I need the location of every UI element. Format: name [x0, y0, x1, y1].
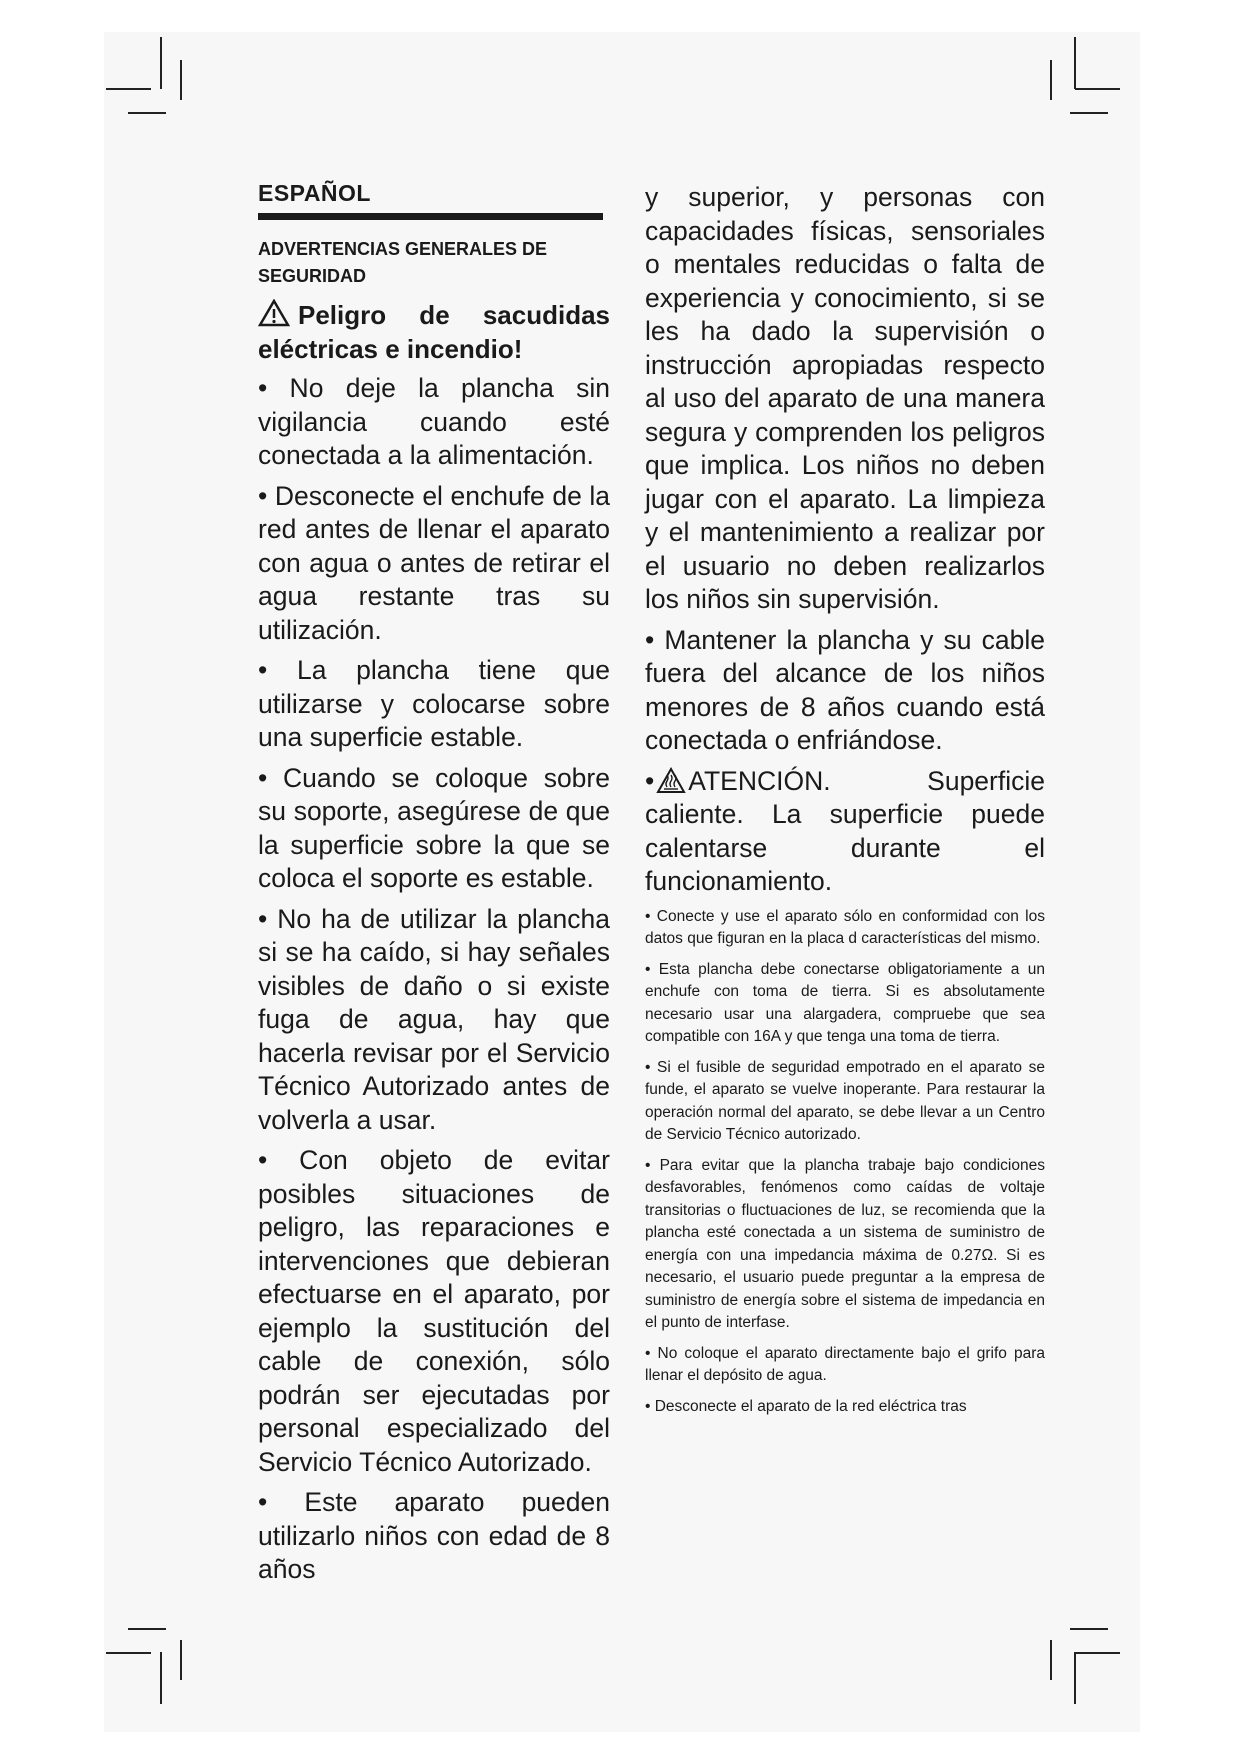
warning-title-text: Peligro de sacudidas eléctricas e incendio!: [258, 300, 610, 364]
warning-triangle-icon: [258, 299, 290, 327]
paragraph: • Esta plancha debe conectarse obligatoriamente a un enchufe con toma de tierra. Si es absolutamente necesario usar una alargadera, compruebe que sea compatible con 16A y que tenga una toma de tierra.: [645, 960, 1045, 1045]
left-column: [258, 180, 610, 1594]
warning-title: [258, 298, 610, 366]
right-column: [645, 181, 1045, 1426]
attention-paragraph: [645, 765, 1045, 899]
paragraph: • Conecte y use el aparato sólo en conformidad con los datos que figuran en la placa d características del mismo.: [645, 907, 1045, 947]
paragraph: • No ha de utilizar la plancha si se ha caído, si hay señales visibles de daño o si existe fuga de agua, hay que hacerla revisar por el Servicio Técnico Autorizado antes de volverla a usar.: [258, 903, 610, 1135]
paragraph: • Con objeto de evitar posibles situaciones de peligro, las reparaciones e intervenciones que debieran efectuarse en el aparato, por ejemplo la sustitución del cable de conexión, sólo podrán ser ejecutadas por personal especializado del Servicio Técnico Autorizado.: [258, 1145, 610, 1477]
heading-rule: [258, 213, 603, 220]
hot-surface-icon: [656, 767, 686, 794]
paragraph: • Para evitar que la plancha trabaje bajo condiciones desfavorables, fenómenos como caídas de voltaje transitorias o fluctuaciones de luz, se recomienda que la plancha esté conectada a un sistema de suministro de energía con una impedancia máxima de 0.27Ω. Si es necesario, el usuario puede preguntar a la empresa de suministro de energía sobre el sistema de impedancia en el punto de interfase.: [645, 1156, 1045, 1331]
paragraph: • No deje la plancha sin vigilancia cuando esté conectada a la alimentación.: [258, 373, 610, 470]
paragraph: • Mantener la plancha y su cable fuera del alcance de los niños menores de 8 años cuando está conectada o enfriándose.: [645, 624, 1045, 755]
paragraph: • Este aparato pueden utilizarlo niños con edad de 8 años: [258, 1487, 610, 1584]
section-title: ADVERTENCIAS GENERALES DE SEGURIDAD: [258, 239, 548, 286]
attention-bullet: •: [645, 765, 655, 796]
paragraph: • No coloque el aparato directamente bajo el grifo para llenar el depósito de agua.: [645, 1344, 1045, 1384]
paragraph: • Cuando se coloque sobre su soporte, asegúrese de que la superficie sobre la que se coloca el soporte es estable.: [258, 762, 610, 893]
attention-text: Superficie caliente. La superficie puede calentarse durante el funcionamiento.: [645, 765, 1045, 896]
paragraph: • Si el fusible de seguridad empotrado en el aparato se funde, el aparato se vuelve inoperante. Para restaurar la operación normal del aparato, se debe llevar a un Centro de Servicio Técnico autorizado.: [645, 1058, 1045, 1143]
attention-label: ATENCIÓN.: [688, 765, 831, 796]
paragraph: • Desconecte el enchufe de la red antes de llenar el aparato con agua o antes de retirar el agua restante tras su utilización.: [258, 480, 610, 645]
language-heading: ESPAÑOL: [258, 180, 371, 206]
paragraph: • La plancha tiene que utilizarse y colocarse sobre una superficie estable.: [258, 655, 610, 752]
paragraph: y superior, y personas con capacidades físicas, sensoriales o mentales reducidas o falta de experiencia y conocimiento, si se les ha dado la supervisión o instrucción apropiadas respecto al uso del aparato de una manera segura y comprenden los peligros que implica. Los niños no deben jugar con el aparato. La limpieza y el mantenimiento a realizar por el usuario no deben realizarlos los niños sin supervisión.: [645, 182, 1045, 614]
paragraph: • Desconecte el aparato de la red eléctrica tras: [645, 1397, 967, 1415]
